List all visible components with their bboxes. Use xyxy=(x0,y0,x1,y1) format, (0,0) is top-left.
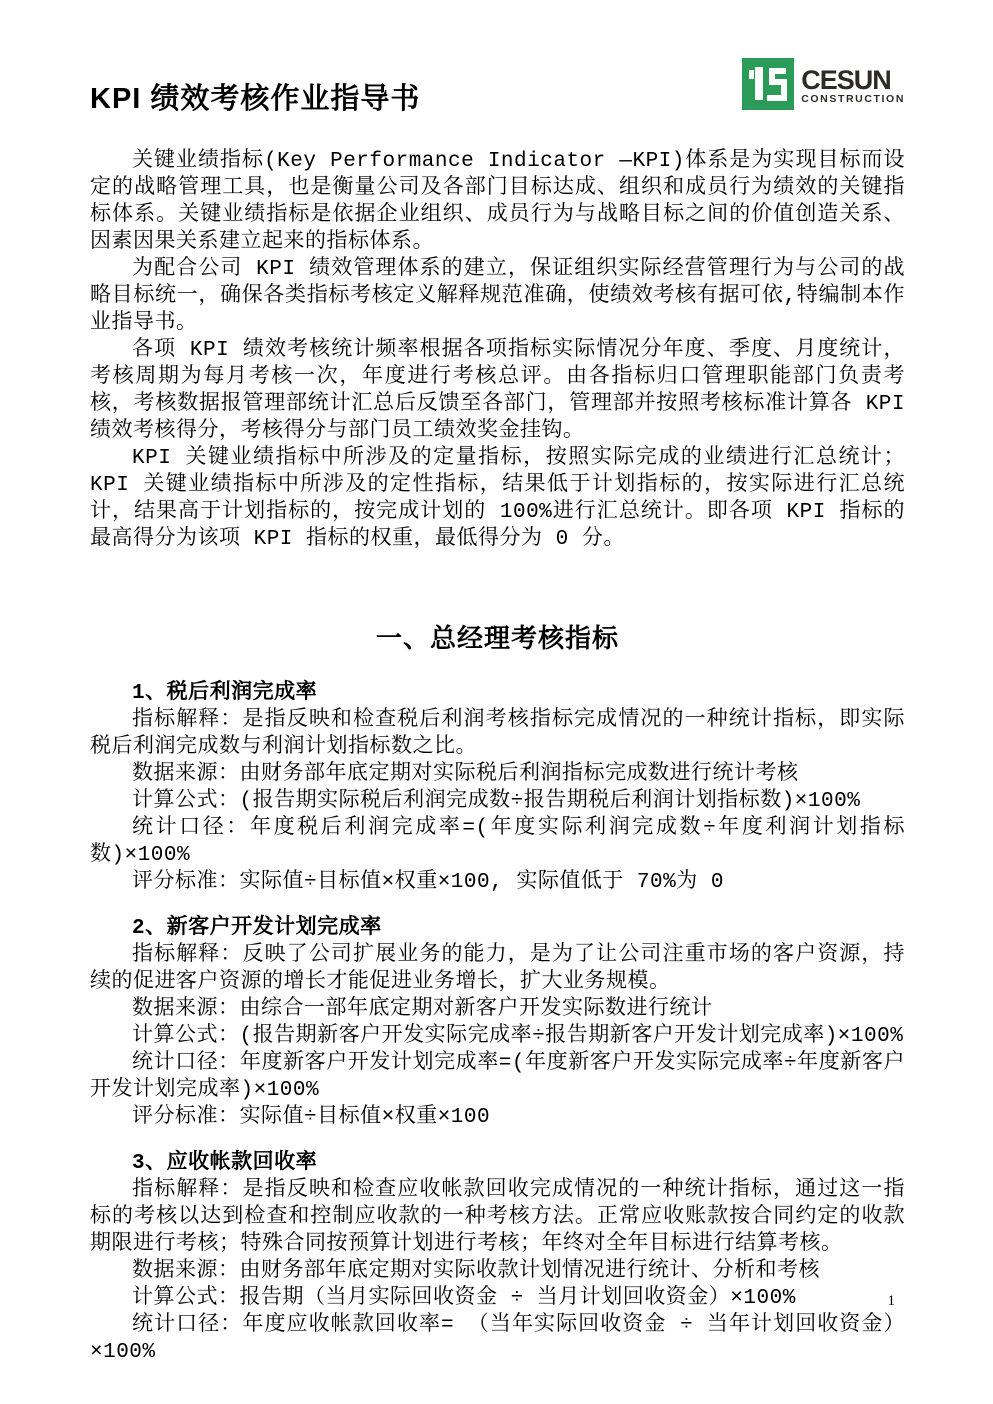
cesun-logo xyxy=(742,58,905,110)
intro-paragraph: 关键业绩指标(Key Performance Indicator —KPI)体系是为实现目标而设定的战略管理工具，也是衡量公司及各部门目标达成、组织和成员行为绩效的关键指标体系。关键业绩指标是依据企业组织、成员行为与战略目标之间的价值创造关系、因素因果关系建立起来的指标体系。 xyxy=(90,150,905,254)
page-number: 1 xyxy=(887,1293,895,1309)
kpi-line-scoring-standard: 评分标准：实际值÷目标值×权重×100, 实际值低于 70%为 0 xyxy=(132,871,724,894)
kpi-section-title: 1、税后利润完成率 xyxy=(132,682,318,705)
kpi-section-new-customer-development xyxy=(90,915,905,1131)
document-header xyxy=(90,58,905,117)
kpi-section-title: 2、新客户开发计划完成率 xyxy=(132,917,382,940)
kpi-line-formula: 计算公式：报告期（当月实际回收资金 ÷ 当月计划回收资金）×100% xyxy=(132,1287,796,1310)
document-body xyxy=(90,148,905,1366)
kpi-line-statistical-caliber: 统计口径：年度税后利润完成率=(年度实际利润完成数÷年度利润计划指标数)×100% xyxy=(90,817,905,867)
intro-paragraphs xyxy=(90,148,905,553)
cesun-logo-subtitle: CONSTRUCTION xyxy=(801,93,905,105)
page-title: KPI 绩效考核作业指导书 xyxy=(90,83,421,115)
kpi-section-after-tax-profit xyxy=(90,680,905,896)
kpi-line-statistical-caliber: 统计口径：年度新客户开发计划完成率=(年度新客户开发实际完成率÷年度新客户开发计划完成率)×100% xyxy=(90,1052,905,1102)
kpi-line-scoring-standard: 评分标准：实际值÷目标值×权重×100 xyxy=(132,1106,491,1129)
section-heading-general-manager-kpi: 一、总经理考核指标 xyxy=(375,625,619,655)
kpi-line-definition: 指标解释：是指反映和检查应收帐款回收完成情况的一种统计指标，通过这一指标的考核以达到检查和控制应收款的一种考核方法。正常应收账款按合同约定的收款期限进行考核；特殊合同按预算计划进行考核；年终对全年目标进行结算考核。 xyxy=(90,1179,905,1256)
kpi-line-formula: 计算公式：(报告期新客户开发实际完成率÷报告期新客户开发计划完成率)×100% xyxy=(132,1025,904,1048)
intro-paragraph: KPI 关键业绩指标中所涉及的定量指标，按照实际完成的业绩进行汇总统计；KPI 关键业绩指标中所涉及的定性指标，结果低于计划指标的，按实际进行汇总统计，结果高于计划指标的，按完成计划的 100%进行汇总统计。即各项 KPI 指标的最高得分为该项 KPI 指标的权重，最低得分为 0 分。 xyxy=(90,447,905,551)
kpi-line-definition: 指标解释：是指反映和检查税后利润考核指标完成情况的一种统计指标，即实际税后利润完成数与利润计划指标数之比。 xyxy=(90,709,905,759)
cesun-logo-text xyxy=(801,67,905,106)
kpi-line-data-source: 数据来源：由综合一部年底定期对新客户开发实际数进行统计 xyxy=(132,998,713,1021)
kpi-line-data-source: 数据来源：由财务部年底定期对实际收款计划情况进行统计、分析和考核 xyxy=(132,1260,820,1283)
kpi-section-accounts-receivable xyxy=(90,1150,905,1366)
kpi-line-data-source: 数据来源：由财务部年底定期对实际税后利润指标完成数进行统计考核 xyxy=(132,763,799,786)
kpi-section-title: 3、应收帐款回收率 xyxy=(132,1152,318,1175)
kpi-line-definition: 指标解释：反映了公司扩展业务的能力，是为了让公司注重市场的客户资源，持续的促进客户资源的增长才能促进业务增长，扩大业务规模。 xyxy=(90,944,905,994)
kpi-sections xyxy=(90,680,905,1366)
cesun-logo-brand: CESUN xyxy=(801,65,891,95)
intro-paragraph: 各项 KPI 绩效考核统计频率根据各项指标实际情况分年度、季度、月度统计，考核周期为每月考核一次，年度进行考核总评。由各指标归口管理职能部门负责考核，考核数据报管理部统计汇总后反馈至各部门，管理部并按照考核标准计算各 KPI 绩效考核得分，考核得分与部门员工绩效奖金挂钩。 xyxy=(90,339,905,443)
cesun-logo-icon xyxy=(742,58,794,110)
kpi-line-statistical-caliber: 统计口径：年度应收帐款回收率= （当年实际回收资金 ÷ 当年计划回收资金）×100% xyxy=(90,1314,905,1364)
kpi-line-formula: 计算公式：(报告期实际税后利润完成数÷报告期税后利润计划指标数)×100% xyxy=(132,790,861,813)
intro-paragraph: 为配合公司 KPI 绩效管理体系的建立，保证组织实际经营管理行为与公司的战略目标统一，确保各类指标考核定义解释规范准确，使绩效考核有据可依,特编制本作业指导书。 xyxy=(90,258,905,335)
